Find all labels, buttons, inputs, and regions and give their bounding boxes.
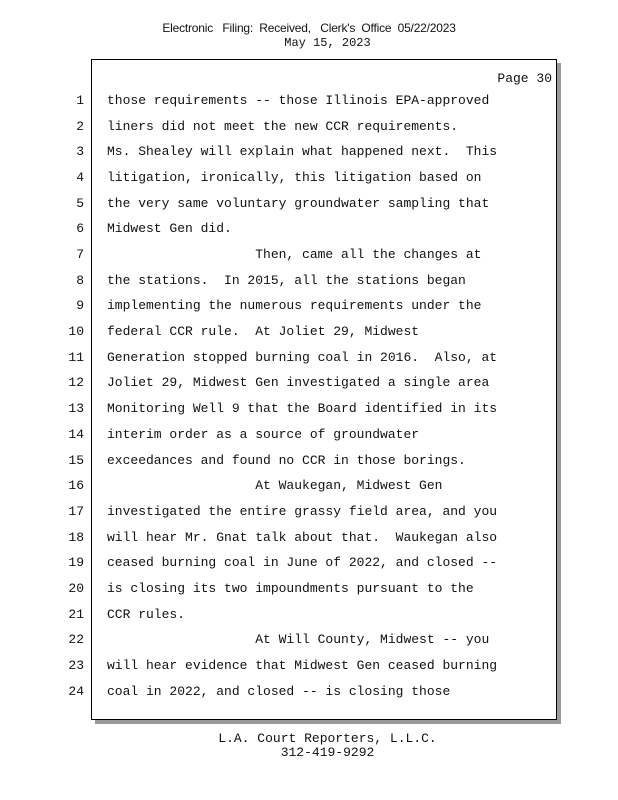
transcript-line: [0, 324, 560, 344]
transcript-line: [0, 144, 560, 164]
line-text: exceedances and found no CCR in those borings.: [107, 452, 466, 468]
transcript-line: [0, 607, 560, 627]
transcript-line: [0, 93, 560, 113]
transcript-line: [0, 170, 560, 190]
transcript-line: [0, 453, 560, 473]
line-number: 3: [76, 144, 84, 160]
transcript-line: [0, 401, 560, 421]
line-text: will hear evidence that Midwest Gen ceased burning: [107, 657, 498, 673]
line-number: 16: [68, 478, 84, 494]
line-number: 23: [68, 657, 84, 673]
transcript-line: [0, 119, 560, 139]
line-number: 12: [68, 375, 84, 391]
line-text: ceased burning coal in June of 2022, and closed --: [107, 555, 498, 571]
transcript-line: [0, 350, 560, 370]
transcript-line: [0, 375, 560, 395]
line-text: At Will County, Midwest -- you: [107, 632, 490, 648]
line-number: 6: [76, 221, 84, 237]
hearing-date: May 15, 2023: [284, 36, 371, 50]
line-text: At Waukegan, Midwest Gen: [107, 478, 443, 494]
reporter-phone: 312-419-9292: [280, 745, 375, 760]
line-text: investigated the entire grassy field area, and you: [107, 503, 498, 519]
line-text: is closing its two impoundments pursuant to the: [107, 580, 474, 596]
transcript-line: [0, 581, 560, 601]
line-text: implementing the numerous requirements under the: [107, 298, 482, 314]
line-number: 24: [68, 683, 84, 699]
line-number: 4: [76, 170, 84, 186]
line-text: the very same voluntary groundwater sampling that: [107, 195, 490, 211]
reporter-company: L.A. Court Reporters, L.L.C.: [218, 731, 437, 746]
line-text: Then, came all the changes at: [107, 247, 482, 263]
transcript-line: [0, 632, 560, 652]
line-text: federal CCR rule. At Joliet 29, Midwest: [107, 324, 420, 340]
line-number: 18: [68, 529, 84, 545]
line-text: Generation stopped burning coal in 2016. Also, at: [107, 349, 498, 365]
line-number: 2: [76, 118, 84, 134]
line-text: Midwest Gen did.: [107, 221, 232, 237]
line-number: 21: [68, 606, 84, 622]
line-text: liners did not meet the new CCR requirements.: [107, 118, 459, 134]
transcript-line: [0, 504, 560, 524]
filing-stamp: Electronic Filing: Received, Clerk's Office 05/22/2023: [162, 21, 456, 35]
transcript-line: [0, 555, 560, 575]
line-number: 13: [68, 401, 84, 417]
line-text: CCR rules.: [107, 606, 186, 622]
line-text: litigation, ironically, this litigation based on: [107, 170, 482, 186]
transcript-line: [0, 273, 560, 293]
transcript-line: [0, 478, 560, 498]
transcript-line: [0, 298, 560, 318]
line-number: 19: [68, 555, 84, 571]
transcript-line: [0, 221, 560, 241]
transcript-line: [0, 247, 560, 267]
transcript-line: [0, 427, 560, 447]
line-number: 8: [76, 272, 84, 288]
line-text: the stations. In 2015, all the stations began: [107, 272, 466, 288]
page-number: Page 30: [497, 71, 552, 86]
line-number: 9: [76, 298, 84, 314]
line-number: 1: [76, 93, 84, 108]
reporter-footer: [0, 732, 618, 760]
transcript-line: [0, 530, 560, 550]
line-number: 10: [68, 324, 84, 340]
line-number: 22: [68, 632, 84, 648]
transcript-line: [0, 684, 560, 704]
line-text: will hear Mr. Gnat talk about that. Waukegan also: [107, 529, 498, 545]
line-number: 15: [68, 452, 84, 468]
line-text: coal in 2022, and closed -- is closing those: [107, 683, 451, 699]
line-number: 7: [76, 247, 84, 263]
line-number: 5: [76, 195, 84, 211]
line-text: Ms. Shealey will explain what happened next. This: [107, 144, 498, 160]
line-text: Joliet 29, Midwest Gen investigated a single area: [107, 375, 490, 391]
line-number: 20: [68, 580, 84, 596]
line-text: interim order as a source of groundwater: [107, 426, 420, 442]
line-number: 14: [68, 426, 84, 442]
line-text: those requirements -- those Illinois EPA-approved: [107, 93, 490, 108]
line-number: 11: [68, 349, 84, 365]
transcript-line: [0, 658, 560, 678]
line-number: 17: [68, 503, 84, 519]
line-text: Monitoring Well 9 that the Board identified in its: [107, 401, 498, 417]
transcript-line: [0, 196, 560, 216]
